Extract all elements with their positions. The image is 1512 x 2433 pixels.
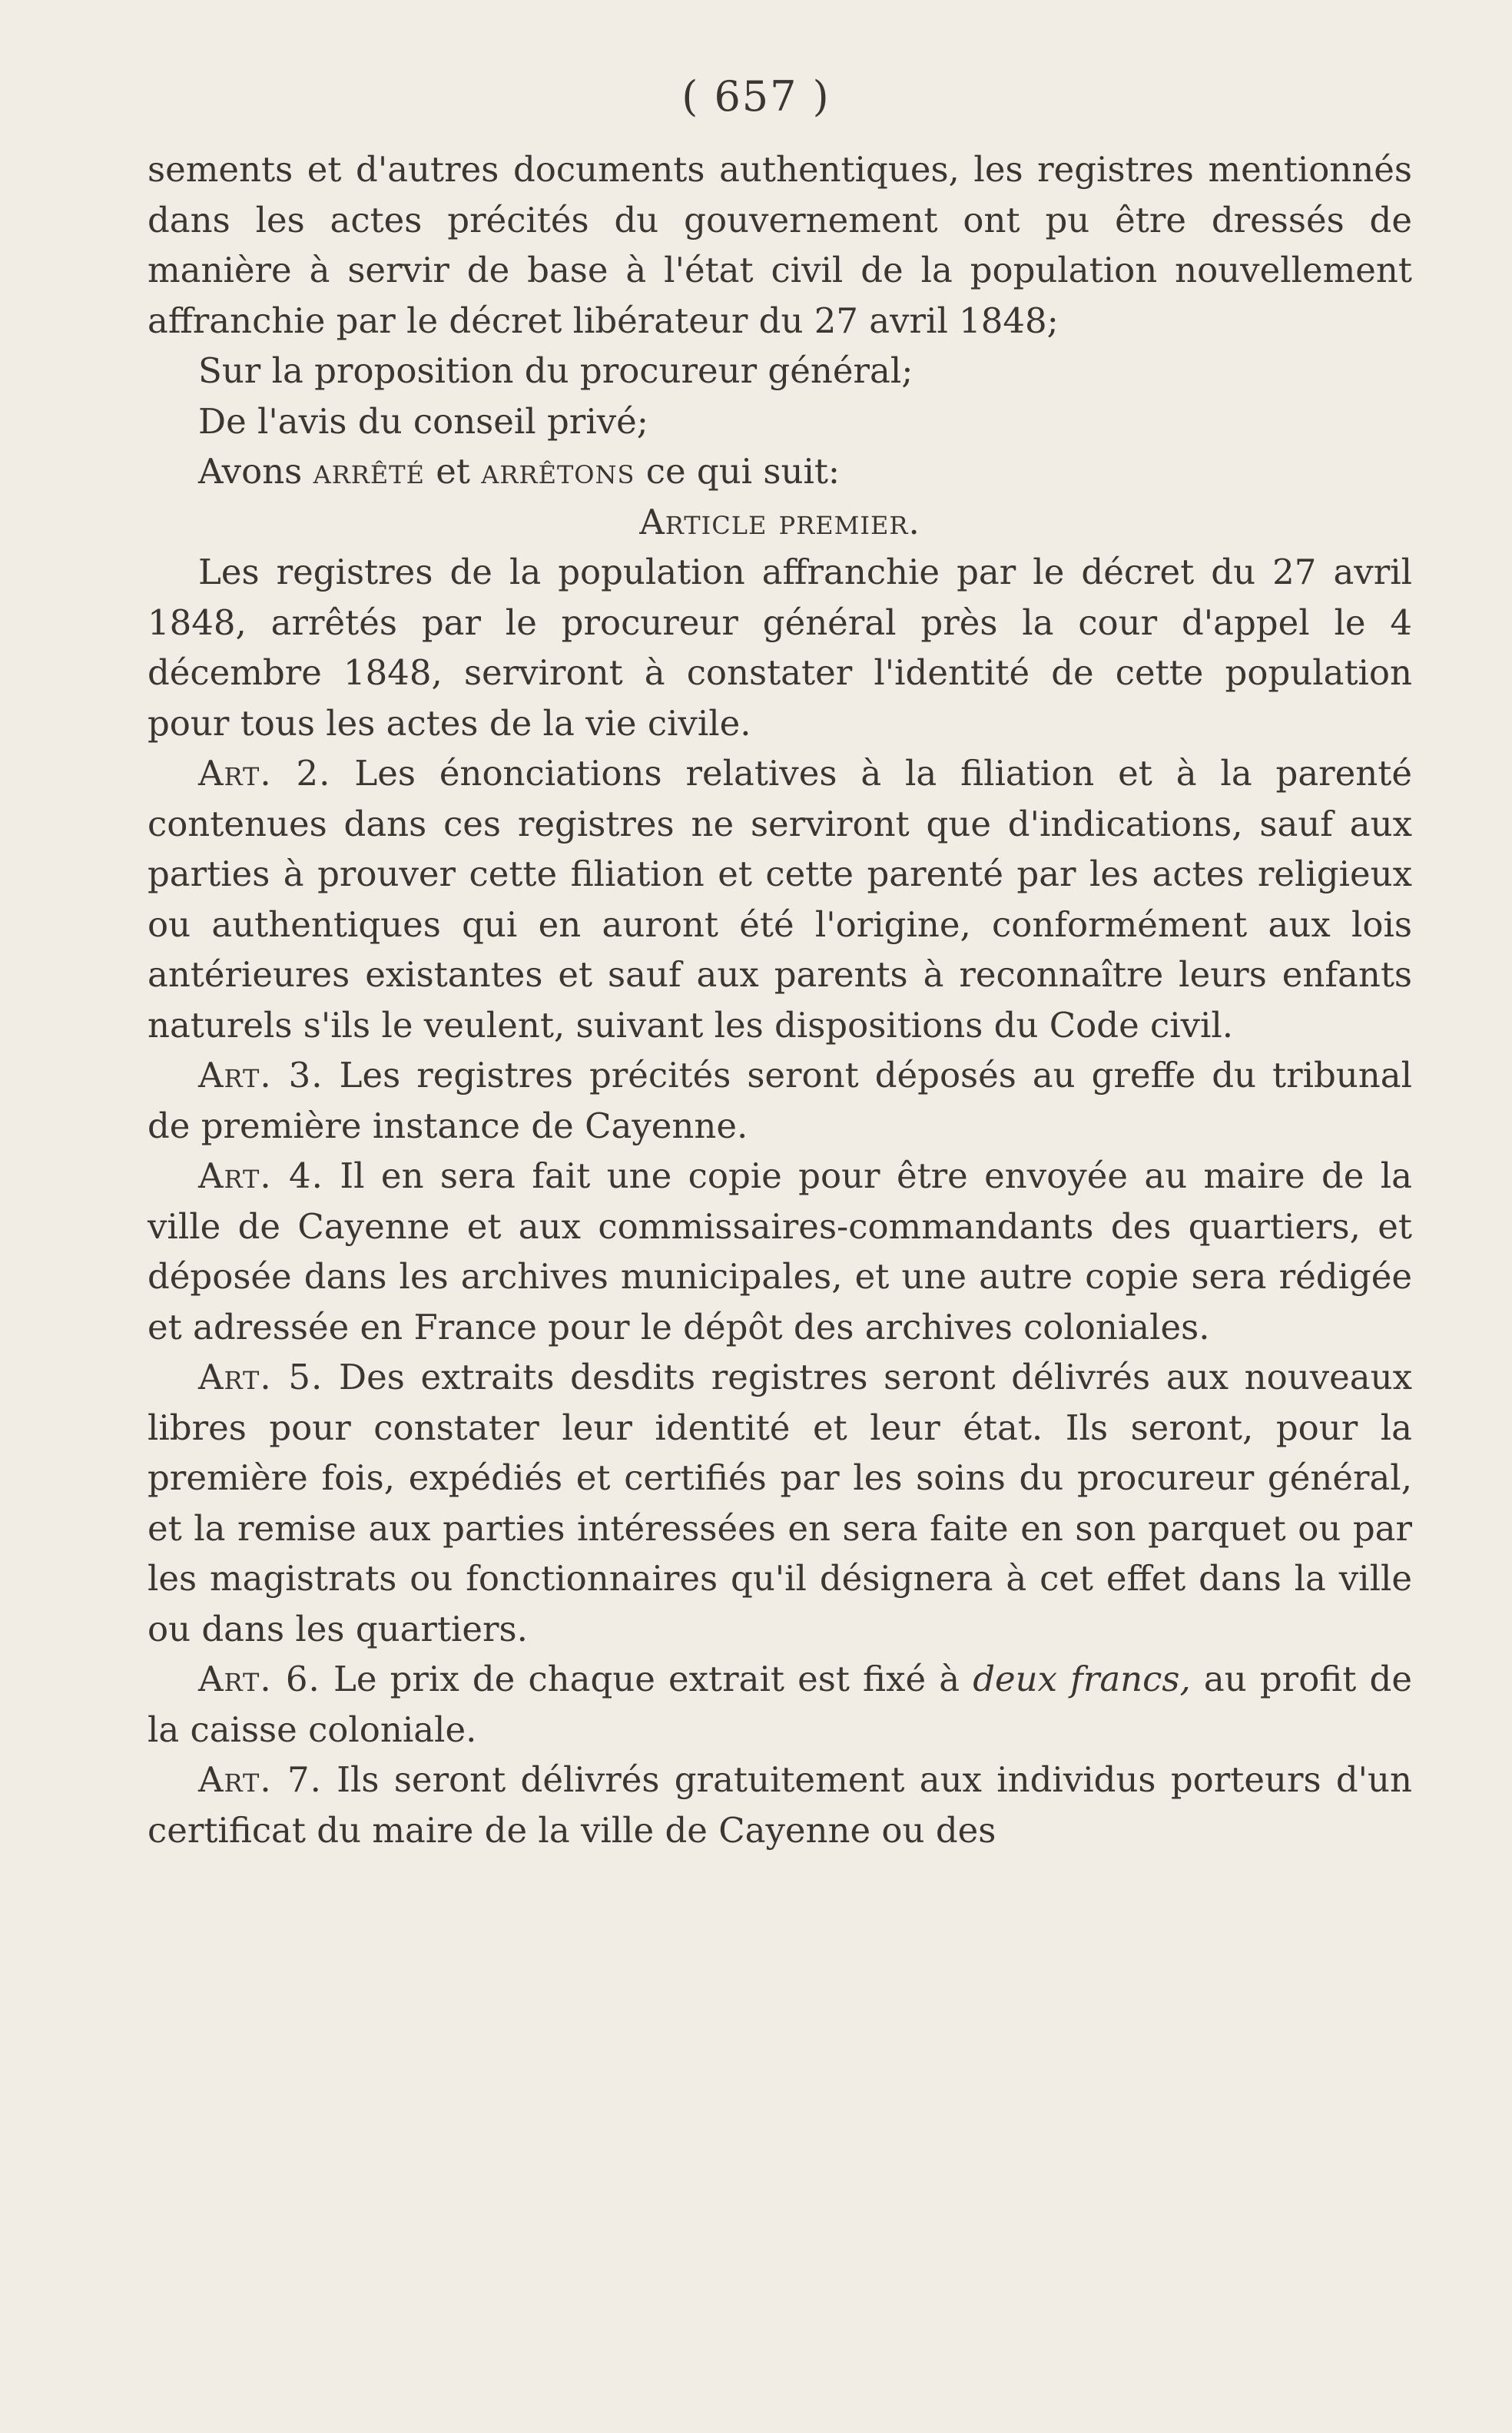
proposition-line: Sur la proposition du procureur général;: [198, 350, 914, 391]
article-label: Art. 3.: [198, 1055, 323, 1096]
article-2: [148, 748, 1412, 1050]
article-text: Des extraits desdits registres seront délivrés aux nouveaux libres pour constater leur identité et leur état. Ils seront, pour la première fois, expédiés et certifiés par les soins du procureur général, et la remise aux parties intéressées en sera faite en son parquet ou par les magistrats ou fonctionnaires qu'il désignera à cet effet dans la ville ou dans les quartiers.: [148, 1357, 1412, 1649]
article-text-end: au profit de la caisse coloniale.: [148, 1659, 1412, 1750]
avons-word: Avons: [198, 451, 303, 492]
article-label: Art. 6.: [198, 1659, 320, 1699]
article-text: Il en sera fait une copie pour être envoyée au maire de la ville de Cayenne et aux commissaires-commandants des quartiers, et déposée dans les archives municipales, et une autre copie sera rédigée et adressée en France pour le dépôt des archives coloniales.: [148, 1155, 1412, 1347]
continuation-paragraph: sements et d'autres documents authentiques, les registres mentionnés dans les actes précités du gouvernement ont pu être dressés de manière à servir de base à l'état civil de la population nouvellement affranchie par le décret libérateur du 27 avril 1848;: [148, 149, 1412, 341]
arrete-line: [148, 446, 1412, 497]
article-text: Le prix de chaque extrait est fixé à: [333, 1659, 960, 1699]
article-3: [148, 1050, 1412, 1151]
article-label: Art. 2.: [198, 753, 331, 794]
article-7: [148, 1755, 1412, 1855]
article-text: Ils seront délivrés gratuitement aux individus porteurs d'un certificat du maire de la ville de Cayenne ou des: [148, 1759, 1413, 1851]
et-word: et: [436, 451, 470, 492]
article-6: [148, 1654, 1412, 1755]
article-label: Art. 5.: [198, 1357, 323, 1397]
article-4: [148, 1151, 1412, 1352]
article-5: [148, 1352, 1412, 1654]
article-premier-heading: Article premier.: [639, 501, 920, 542]
document-body: [148, 144, 1412, 1855]
article-italic-amount: deux francs,: [973, 1659, 1191, 1699]
article-label: Art. 4.: [198, 1155, 323, 1196]
avis-line: De l'avis du conseil privé;: [198, 400, 648, 442]
suit-text: ce qui suit:: [645, 451, 841, 492]
arretons-word: arrêtons: [481, 451, 635, 492]
page-number: ( 657 ): [681, 72, 831, 121]
article-text: Les énonciations relatives à la filiation et à la parenté contenues dans ces registres ne serviront que d'indications, sauf aux parties à prouver cette filiation et cette parenté par les actes religieux ou authentiques qui en auront été l'origine, conformément aux lois antérieures existantes et sauf aux parents à reconnaître leurs enfants naturels s'ils le veulent, suivant les dispositions du Code civil.: [148, 753, 1412, 1046]
article-label: Art. 7.: [198, 1759, 322, 1800]
article-1: Les registres de la population affranchie par le décret du 27 avril 1848, arrêtés par le procureur général près la cour d'appel le 4 décembre 1848, serviront à constater l'identité de cette population pour tous les actes de la vie civile.: [148, 552, 1412, 744]
article-text: Les registres précités seront déposés au greffe du tribunal de première instance de Cayenne.: [148, 1055, 1412, 1146]
arrete-word: arrêté: [313, 451, 425, 492]
